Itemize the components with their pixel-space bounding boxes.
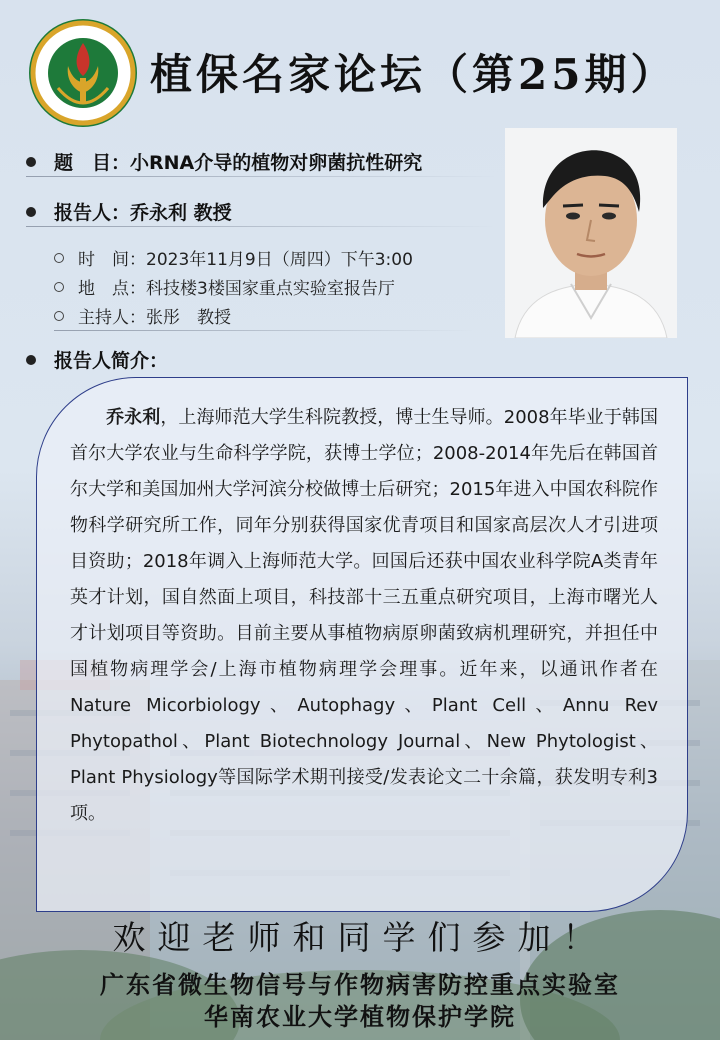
divider [26,226,496,227]
bio-label-row [26,346,168,373]
place-value: 科技楼3楼国家重点实验室报告厅 [146,279,395,299]
time-label: 时 间： [78,250,146,270]
speaker-label: 报告人： [54,202,131,224]
speaker-row [26,198,232,225]
bio-name: 乔永利 [106,407,161,428]
time-row [54,245,413,270]
bio-label: 报告人简介： [54,350,169,372]
organizer-college: 华南农业大学植物保护学院 [204,1002,516,1031]
host-row [54,303,231,328]
circle-bullet-icon [54,311,64,321]
organizer-lab: 广东省微生物信号与作物病害防控重点实验室 [100,970,620,999]
place-label: 地 点： [78,279,146,299]
topic-row [26,148,422,175]
host-value: 张彤 教授 [146,308,231,328]
circle-bullet-icon [54,253,64,263]
page-title: 植保名家论坛（第25期） [150,50,677,99]
topic-value: 小RNA介导的植物对卵菌抗性研究 [130,152,423,174]
time-value: 2023年11月9日（周四）下午3:00 [146,250,413,270]
bullet-icon [26,355,36,365]
welcome-text: 欢迎老师和同学们参加！ [112,918,608,957]
bullet-icon [26,157,36,167]
bio-paragraph [70,400,658,832]
college-logo [28,18,138,128]
bullet-icon [26,207,36,217]
place-row [54,274,395,299]
divider [54,330,474,331]
speaker-photo [505,128,677,338]
divider [26,176,496,177]
speaker-value: 乔永利 教授 [130,202,232,224]
circle-bullet-icon [54,282,64,292]
topic-label: 题 目： [54,152,131,174]
host-label: 主持人： [78,308,146,328]
bio-body: ，上海师范大学生科院教授，博士生导师。2008年毕业于韩国首尔大学农业与生命科学学院，获博士学位；2008-2014年先后在韩国首尔大学和美国加州大学河滨分校做博士后研究；2015年进入中国农科院作物科学研究所工作，同年分别获得国家优青项目和国家高层次人才引进项目资助；2018年调入上海师范大学。回国后还获中国农业科学院A类青年英才计划，国自然面上项目，科技部十三五重点研究项目，上海市曙光人才计划项目等资助。目前主要从事植物病原卵菌致病机理研究，并担任中国植物病理学会/上海市植物病理学会理事。近年来，以通讯作者在Nature Micorbiology、Autophagy、Plant Cell、Annu Rev Phytopathol、Plant Biotechnology Journal、New Phytologist、Plant Physiology等国际学术期刊接受/发表论文二十余篇，获发明专利3项。 [70,407,659,824]
